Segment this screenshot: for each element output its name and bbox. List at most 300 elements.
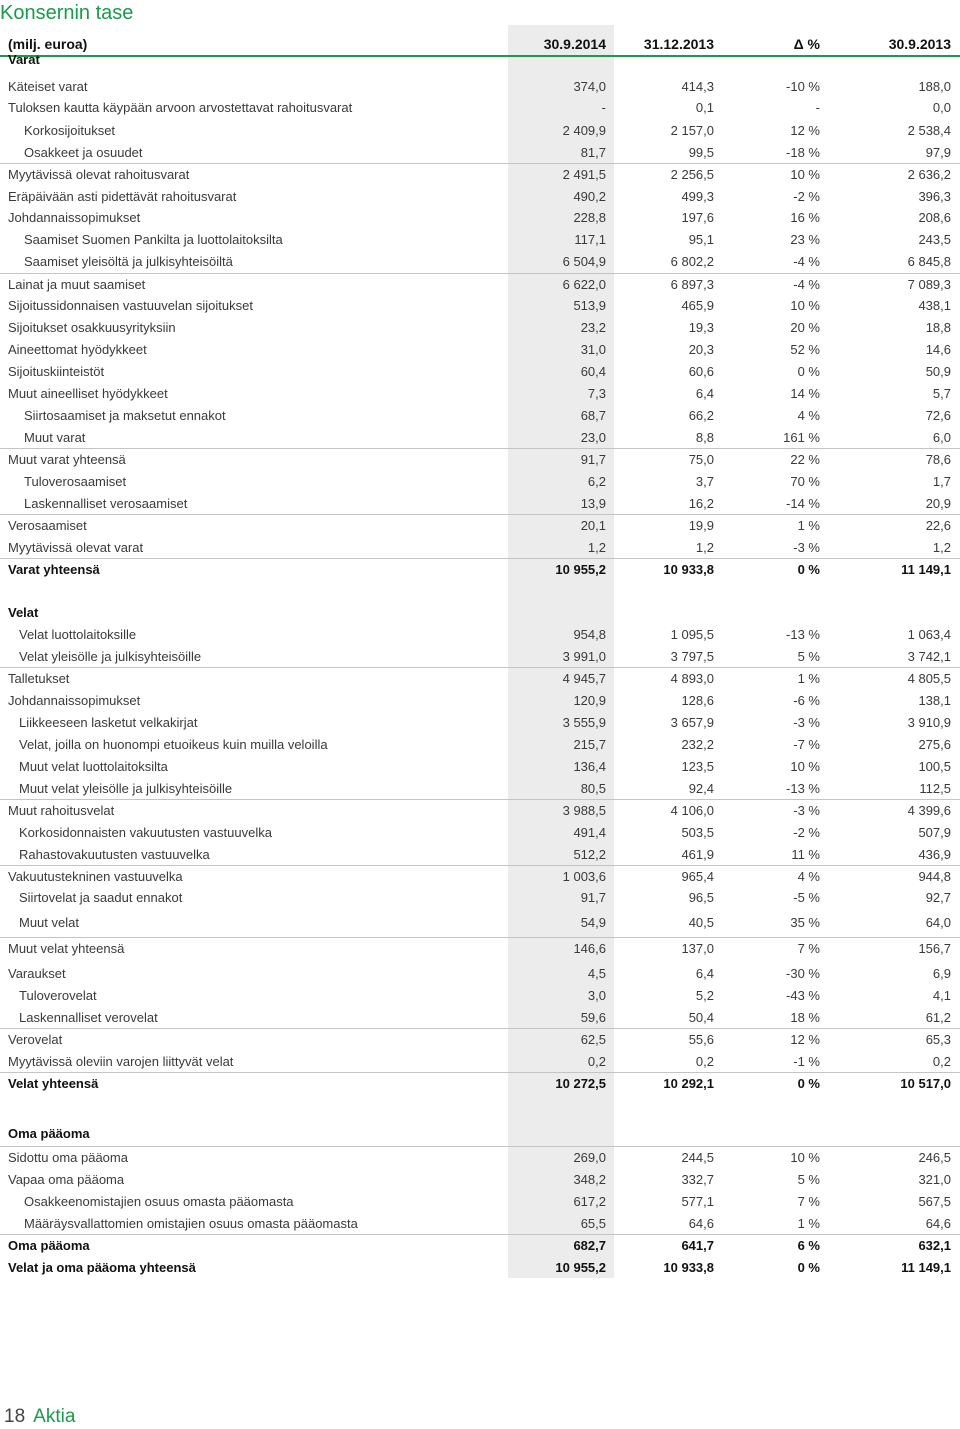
row-value: 6 504,9 [562, 254, 606, 269]
row-value: 491,4 [573, 825, 606, 840]
row-label: Korkosijoitukset [24, 123, 116, 138]
row-value: 954,8 [573, 627, 606, 642]
row-value: 52 % [790, 342, 820, 357]
row-label: Muut velat luottolaitoksilta [19, 759, 168, 774]
table-row [0, 251, 960, 273]
table-row [0, 449, 960, 471]
row-value: 92,4 [688, 781, 714, 796]
row-value: 232,2 [681, 737, 714, 752]
row-value: 2 409,9 [562, 123, 606, 138]
row-value: 35 % [790, 915, 820, 930]
row-label: Eräpäivään asti pidettävät rahoitusvarat [8, 189, 237, 204]
table-row [0, 1147, 960, 1169]
row-value: 22 % [790, 452, 820, 467]
table-row [0, 1073, 960, 1095]
row-value: 20,9 [925, 496, 951, 511]
table-row [0, 471, 960, 493]
row-value: -10 % [786, 79, 820, 94]
header-col-30-9-2014: 30.9.2014 [543, 36, 606, 52]
row-value: 6,9 [932, 966, 951, 981]
row-value: -7 % [793, 737, 820, 752]
row-value: 1 % [797, 518, 820, 533]
row-value: 3,0 [587, 988, 606, 1003]
row-value: 246,5 [918, 1150, 951, 1165]
row-value: 13,9 [580, 496, 606, 511]
row-value: 0,2 [587, 1054, 606, 1069]
row-value: 244,5 [681, 1150, 714, 1165]
row-value: 6 845,8 [907, 254, 951, 269]
row-value: 6,4 [695, 386, 714, 401]
row-value: 7 % [797, 1194, 820, 1209]
row-value: 78,6 [925, 452, 951, 467]
row-value: 513,9 [573, 298, 606, 313]
row-label: Laskennalliset verovelat [19, 1010, 158, 1025]
table-row [0, 186, 960, 208]
row-value: 112,5 [919, 781, 951, 796]
row-value: 18,8 [925, 320, 951, 335]
row-value: 10 % [790, 1150, 820, 1165]
table-row [0, 668, 960, 690]
row-value: 97,9 [925, 145, 951, 160]
row-label: Velat yhteensä [8, 1076, 99, 1091]
table-row [0, 938, 960, 960]
row-value: 6 622,0 [562, 277, 606, 292]
row-value: 490,2 [573, 189, 606, 204]
row-label: Siirtosaamiset ja maksetut ennakot [24, 408, 226, 423]
row-value: 243,5 [918, 232, 951, 247]
row-value: 503,5 [681, 825, 714, 840]
row-value: 14 % [790, 386, 820, 401]
row-value: 1,2 [587, 540, 606, 555]
row-value: 6 897,3 [670, 277, 714, 292]
row-value: 11 149,1 [901, 562, 951, 577]
row-value: 5 % [797, 649, 820, 664]
table-row [0, 1007, 960, 1029]
row-value: 65,5 [580, 1216, 606, 1231]
row-value: 99,5 [688, 145, 714, 160]
row-value: -3 % [793, 540, 820, 555]
row-value: 91,7 [580, 890, 606, 905]
row-value: 2 538,4 [907, 123, 951, 138]
row-value: 965,4 [681, 869, 714, 884]
row-value: 128,6 [681, 693, 714, 708]
row-value: 123,5 [681, 759, 714, 774]
row-value: 2 157,0 [670, 123, 714, 138]
row-label: Myytävissä olevat rahoitusvarat [8, 167, 190, 182]
row-value: 20,1 [580, 518, 606, 533]
row-label: Velat [8, 605, 39, 620]
row-label: Muut velat yleisölle ja julkisyhteisöille [19, 781, 233, 796]
row-value: 95,1 [688, 232, 714, 247]
row-value: 3 910,9 [907, 715, 951, 730]
row-value: 1,7 [932, 474, 951, 489]
row-label: Sidottu oma pääoma [8, 1150, 128, 1165]
row-value: 4,1 [932, 988, 951, 1003]
row-label: Muut velat yhteensä [8, 941, 125, 956]
row-value: 68,7 [580, 408, 606, 423]
row-value: 1 063,4 [907, 627, 951, 642]
row-label: Verosaamiset [8, 518, 87, 533]
row-label: Velat ja oma pääoma yhteensä [8, 1260, 196, 1275]
header-unit: (milj. euroa) [8, 36, 88, 52]
row-label: Siirtovelat ja saadut ennakot [19, 890, 183, 905]
row-value: 188,0 [918, 79, 951, 94]
table-row [0, 963, 960, 985]
row-value: 499,3 [681, 189, 714, 204]
row-label: Verovelat [8, 1032, 63, 1047]
row-label: Lainat ja muut saamiset [8, 277, 146, 292]
row-value: -5 % [793, 890, 820, 905]
row-value: 1,2 [932, 540, 951, 555]
row-value: 64,6 [925, 1216, 951, 1231]
row-value: -2 % [793, 825, 820, 840]
row-value: 461,9 [681, 847, 714, 862]
table-row [0, 778, 960, 800]
row-value: 65,3 [925, 1032, 951, 1047]
table-row [0, 1235, 960, 1257]
row-label: Muut varat yhteensä [8, 452, 126, 467]
row-label: Myytävissä oleviin varojen liittyvät velat [8, 1054, 234, 1069]
row-label: Velat luottolaitoksille [19, 627, 137, 642]
table-row [0, 1029, 960, 1051]
row-value: 8,8 [695, 430, 714, 445]
row-value: 0 % [797, 1260, 820, 1275]
row-label: Velat, joilla on huonompi etuoikeus kuin muilla veloilla [19, 737, 328, 752]
row-value: 10 292,1 [663, 1076, 714, 1091]
row-value: 332,7 [681, 1172, 714, 1187]
row-value: 7 089,3 [907, 277, 951, 292]
row-value: 20,3 [688, 342, 714, 357]
row-value: 12 % [790, 1032, 820, 1047]
row-value: 4 399,6 [907, 803, 951, 818]
row-value: -14 % [786, 496, 820, 511]
row-value: 10 272,5 [555, 1076, 606, 1091]
row-value: 1 095,5 [670, 627, 714, 642]
row-value: -2 % [793, 189, 820, 204]
row-value: 19,9 [688, 518, 714, 533]
table-row [0, 800, 960, 822]
row-value: -3 % [793, 803, 820, 818]
table-row [0, 1123, 960, 1145]
row-label: Varaukset [8, 966, 66, 981]
row-value: 0,2 [932, 1054, 951, 1069]
row-value: 12 % [790, 123, 820, 138]
table-row [0, 1257, 960, 1279]
table-row [0, 1051, 960, 1073]
row-value: 348,2 [573, 1172, 606, 1187]
table-row [0, 339, 960, 361]
row-value: - [601, 100, 606, 115]
row-value: 208,6 [918, 210, 951, 225]
row-label: Aineettomat hyödykkeet [8, 342, 147, 357]
row-value: 567,5 [918, 1194, 951, 1209]
table-row [0, 142, 960, 164]
row-value: 944,8 [918, 869, 951, 884]
row-value: 7 % [797, 941, 820, 956]
row-label: Vapaa oma pääoma [8, 1172, 125, 1187]
row-value: 31,0 [580, 342, 606, 357]
table-row [0, 515, 960, 537]
row-value: 5,2 [695, 988, 714, 1003]
row-label: Muut aineelliset hyödykkeet [8, 386, 168, 401]
table-row [0, 1213, 960, 1235]
row-label: Oma pääoma [8, 1238, 90, 1253]
row-value: 6 % [797, 1238, 820, 1253]
row-value: 3 988,5 [562, 803, 606, 818]
row-value: 275,6 [918, 737, 951, 752]
table-row [0, 690, 960, 712]
row-value: 120,9 [573, 693, 606, 708]
row-value: 11 % [791, 847, 820, 862]
row-value: 4 893,0 [670, 671, 714, 686]
row-value: 16,2 [688, 496, 714, 511]
row-value: 6 802,2 [670, 254, 714, 269]
table-row [0, 207, 960, 229]
table-row [0, 164, 960, 186]
row-value: 4 106,0 [670, 803, 714, 818]
row-value: 23 % [790, 232, 820, 247]
row-value: 2 491,5 [562, 167, 606, 182]
row-value: 438,1 [918, 298, 951, 313]
row-value: 66,2 [688, 408, 714, 423]
row-value: 3 991,0 [562, 649, 606, 664]
table-row [0, 1169, 960, 1191]
row-value: 1,2 [695, 540, 714, 555]
row-value: 100,5 [918, 759, 951, 774]
row-value: 117,1 [574, 232, 606, 247]
row-value: 2 256,5 [670, 167, 714, 182]
row-value: 0 % [797, 562, 820, 577]
row-value: - [815, 100, 820, 115]
row-value: 228,8 [573, 210, 606, 225]
row-value: 436,9 [918, 847, 951, 862]
row-value: 414,3 [681, 79, 714, 94]
row-value: 14,6 [925, 342, 951, 357]
row-value: 3 657,9 [670, 715, 714, 730]
row-value: 10 517,0 [900, 1076, 951, 1091]
row-value: 161 % [783, 430, 820, 445]
row-value: 91,7 [580, 452, 606, 467]
row-value: 10 % [790, 759, 820, 774]
row-value: 0 % [797, 1076, 820, 1091]
row-value: 10 955,2 [555, 562, 606, 577]
row-value: 96,5 [688, 890, 714, 905]
table-row [0, 383, 960, 405]
row-value: -3 % [793, 715, 820, 730]
row-label: Käteiset varat [8, 79, 88, 94]
row-value: 0 % [797, 364, 820, 379]
row-value: 4 % [797, 408, 820, 423]
table-row [0, 602, 960, 624]
table-row [0, 295, 960, 317]
row-value: 18 % [790, 1010, 820, 1025]
table-row [0, 734, 960, 756]
row-label: Johdannaissopimukset [8, 210, 141, 225]
page-title: Konsernin tase [0, 2, 134, 24]
row-value: 5,7 [932, 386, 951, 401]
row-value: 138,1 [918, 693, 951, 708]
row-value: 146,6 [573, 941, 606, 956]
table-row [0, 274, 960, 296]
table-row [0, 912, 960, 934]
table-row [0, 493, 960, 515]
row-label: Osakkeet ja osuudet [24, 145, 143, 160]
row-label: Talletukset [8, 671, 70, 686]
row-value: -18 % [786, 145, 820, 160]
row-value: 92,7 [925, 890, 951, 905]
table-row [0, 76, 960, 98]
row-value: 81,7 [580, 145, 606, 160]
row-value: 7,3 [587, 386, 606, 401]
table-row [0, 985, 960, 1007]
row-value: 64,6 [688, 1216, 714, 1231]
row-value: 11 149,1 [901, 1260, 951, 1275]
table-row [0, 866, 960, 888]
row-label: Saamiset Suomen Pankilta ja luottolaitoksilta [24, 232, 283, 247]
row-value: 75,0 [688, 452, 714, 467]
row-value: 0,1 [695, 100, 714, 115]
row-label: Määräysvallattomien omistajien osuus omasta pääomasta [24, 1216, 358, 1231]
table-row [0, 646, 960, 668]
row-label: Sijoitussidonnaisen vastuuvelan sijoitukset [8, 298, 253, 313]
row-value: 4,5 [587, 966, 606, 981]
row-value: 2 636,2 [907, 167, 951, 182]
row-value: 137,0 [681, 941, 714, 956]
row-value: 136,4 [573, 759, 606, 774]
row-label: Tuloverovelat [19, 988, 97, 1003]
row-value: 3 797,5 [670, 649, 714, 664]
table-row [0, 49, 960, 71]
row-value: 1 % [797, 1216, 820, 1231]
row-value: -43 % [786, 988, 820, 1003]
row-value: -13 % [786, 781, 820, 796]
row-value: 617,2 [573, 1194, 606, 1209]
row-value: 20 % [790, 320, 820, 335]
row-label: Muut rahoitusvelat [8, 803, 115, 818]
header-col-31-12-2013: 31.12.2013 [643, 36, 714, 52]
row-value: 507,9 [918, 825, 951, 840]
row-value: 5 % [797, 1172, 820, 1187]
row-value: 22,6 [925, 518, 951, 533]
row-label: Korkosidonnaisten vakuutusten vastuuvelka [19, 825, 272, 840]
row-value: -1 % [793, 1054, 820, 1069]
row-value: -13 % [786, 627, 820, 642]
row-value: 16 % [790, 210, 820, 225]
row-value: 64,0 [925, 915, 951, 930]
row-value: 54,9 [580, 915, 606, 930]
row-label: Tuloverosaamiset [24, 474, 127, 489]
row-value: 6,2 [587, 474, 606, 489]
row-value: 3 555,9 [562, 715, 606, 730]
row-value: 215,7 [573, 737, 606, 752]
row-value: -6 % [793, 693, 820, 708]
table-row [0, 559, 960, 581]
row-value: 50,9 [925, 364, 951, 379]
row-value: -30 % [786, 966, 820, 981]
page-footer [4, 1406, 75, 1428]
row-value: 512,2 [573, 847, 606, 862]
header-col-30-9-2013: 30.9.2013 [888, 36, 951, 52]
row-label: Tuloksen kautta käypään arvoon arvostettavat rahoitusvarat [8, 100, 353, 115]
row-value: 396,3 [918, 189, 951, 204]
row-value: 23,2 [580, 320, 606, 335]
row-value: 465,9 [681, 298, 714, 313]
table-row [0, 756, 960, 778]
row-value: 23,0 [580, 430, 606, 445]
row-value: 3,7 [695, 474, 714, 489]
row-value: 10 933,8 [663, 1260, 714, 1275]
row-label: Varat yhteensä [8, 562, 100, 577]
table-row [0, 887, 960, 909]
table-row [0, 822, 960, 844]
row-value: 0,2 [695, 1054, 714, 1069]
row-value: 70 % [790, 474, 820, 489]
table-row [0, 361, 960, 383]
table-row [0, 712, 960, 734]
row-value: 1 003,6 [562, 869, 606, 884]
row-value: 60,4 [580, 364, 606, 379]
row-label: Johdannaissopimukset [8, 693, 141, 708]
row-value: 197,6 [681, 210, 714, 225]
row-label: Sijoituskiinteistöt [8, 364, 105, 379]
row-value: 10 955,2 [555, 1260, 606, 1275]
row-label: Oma pääoma [8, 1126, 90, 1141]
row-value: 156,7 [918, 941, 951, 956]
table-row [0, 97, 960, 119]
row-label: Sijoitukset osakkuusyrityksiin [8, 320, 176, 335]
table-row [0, 317, 960, 339]
row-value: 4 % [797, 869, 820, 884]
table-row [0, 120, 960, 142]
row-value: 1 % [797, 671, 820, 686]
row-value: 80,5 [580, 781, 606, 796]
row-value: 59,6 [580, 1010, 606, 1025]
row-value: 269,0 [573, 1150, 606, 1165]
table-row [0, 844, 960, 866]
row-value: 19,3 [688, 320, 714, 335]
row-value: 4 945,7 [562, 671, 606, 686]
table-row [0, 1191, 960, 1213]
table-row [0, 537, 960, 559]
page-number: 18 [4, 1406, 26, 1427]
row-value: 55,6 [688, 1032, 714, 1047]
row-label: Rahastovakuutusten vastuuvelka [19, 847, 210, 862]
table-row [0, 405, 960, 427]
row-value: 577,1 [681, 1194, 714, 1209]
row-label: Liikkeeseen lasketut velkakirjat [19, 715, 198, 730]
row-value: 61,2 [925, 1010, 951, 1025]
row-label: Osakkeenomistajien osuus omasta pääomasta [24, 1194, 294, 1209]
row-value: 632,1 [918, 1238, 951, 1253]
row-value: 682,7 [573, 1238, 606, 1253]
row-value: 374,0 [573, 79, 606, 94]
row-value: 50,4 [688, 1010, 714, 1025]
row-value: 10 % [790, 298, 820, 313]
row-label: Vakuutustekninen vastuuvelka [8, 869, 183, 884]
row-value: -4 % [793, 277, 820, 292]
row-label: Saamiset yleisöltä ja julkisyhteisöiltä [24, 254, 233, 269]
row-value: 6,4 [695, 966, 714, 981]
row-label: Muut varat [24, 430, 86, 445]
row-label: Velat yleisölle ja julkisyhteisöille [19, 649, 202, 664]
row-label: Laskennalliset verosaamiset [24, 496, 188, 511]
row-label: Varat [8, 52, 40, 67]
table-row [0, 624, 960, 646]
row-label: Muut velat [19, 915, 79, 930]
row-value: 10 933,8 [663, 562, 714, 577]
row-value: 40,5 [688, 915, 714, 930]
row-value: 3 742,1 [907, 649, 951, 664]
